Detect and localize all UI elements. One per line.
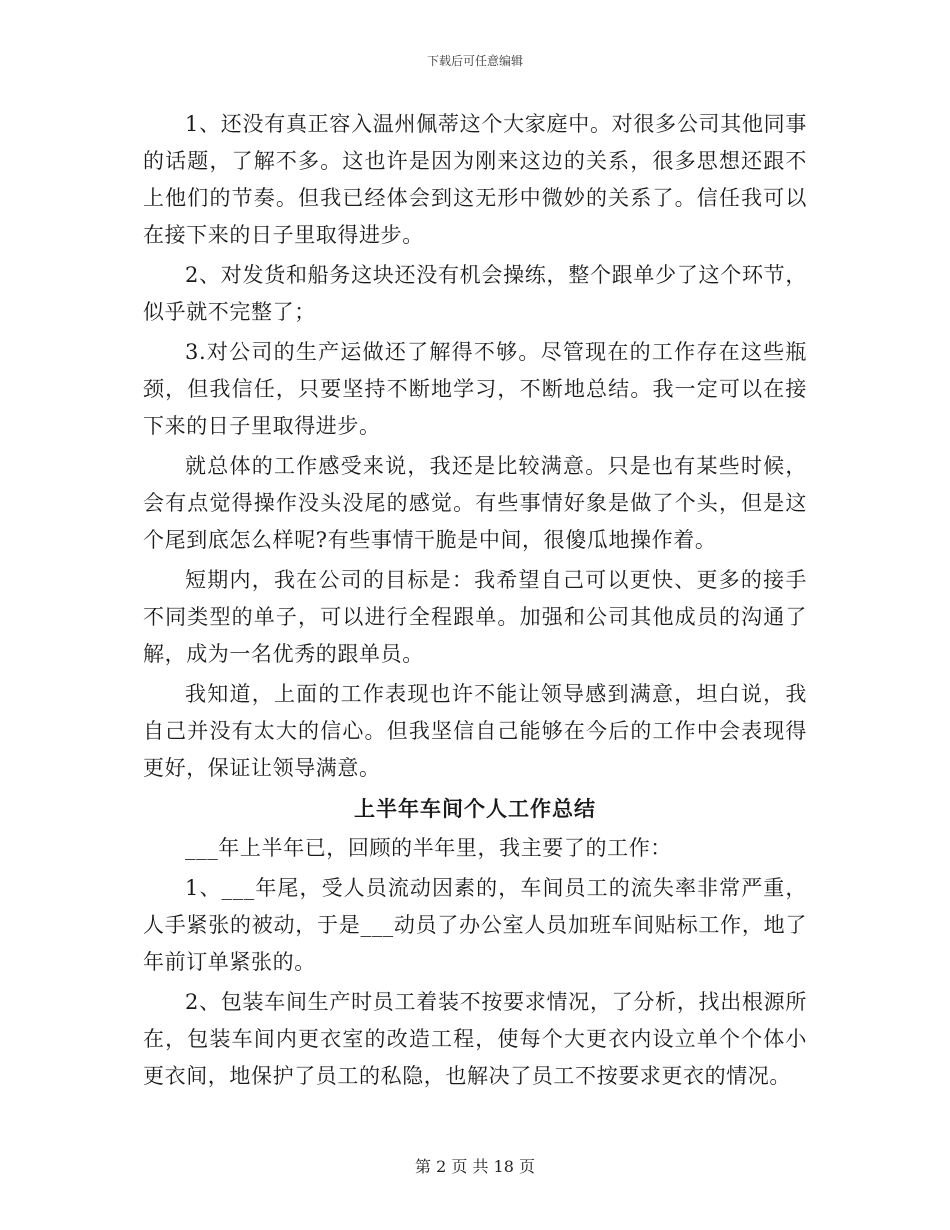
paragraph: 我知道，上面的工作表现也许不能让领导感到满意，坦白说，我自己并没有太大的信心。但我坚信自己能够在今后的工作中会表现得更好，保证让领导满意。 — [143, 682, 807, 780]
paragraph: ___年上半年已，回顾的半年里，我主要了的工作： — [185, 836, 672, 860]
page-header-note: 下载后可任意编辑 — [426, 54, 523, 68]
paragraph: 1、还没有真正容入温州佩蒂这个大家庭中。对很多公司其他同事的话题，了解不多。这也许是因为刚来这边的关系，很多思想还跟不上他们的节奏。但我已经体会到这无形中微妙的关系了。信任我可以在接下来的日子里取得进步。 — [143, 112, 807, 247]
document-body — [143, 106, 807, 1098]
paragraph: 3.对公司的生产运做还了解得不够。尽管现在的工作存在这些瓶颈，但我信任，只要坚持不断地学习，不断地总结。我一定可以在接下来的日子里取得进步。 — [143, 340, 807, 438]
paragraph: 就总体的工作感受来说，我还是比较满意。只是也有某些时候，会有点觉得操作没头没尾的感觉。有些事情好象是做了个头，但是这个尾到底怎么样呢?有些事情干脆是中间，很傻瓜地操作着。 — [143, 454, 807, 552]
paragraph: 短期内，我在公司的目标是：我希望自己可以更快、更多的接手不同类型的单子，可以进行全程跟单。加强和公司其他成员的沟通了解，成为一名优秀的跟单员。 — [143, 568, 807, 666]
section-title: 上半年车间个人工作总结 — [354, 796, 596, 821]
paragraph: 1、___年尾，受人员流动因素的，车间员工的流失率非常严重，人手紧张的被动，于是___动员了办公室人员加班车间贴标工作，地了年前订单紧张的。 — [143, 876, 807, 974]
paragraph: 2、包装车间生产时员工着装不按要求情况，了分析，找出根源所在，包装车间内更衣室的改造工程，使每个大更衣内设立单个个体小更衣间，地保护了员工的私隐，也解决了员工不按要求更衣的情况。 — [143, 990, 807, 1088]
page-indicator: 第 2 页 共 18 页 — [415, 1157, 535, 1176]
paragraph: 2、对发货和船务这块还没有机会操练，整个跟单少了这个环节，似乎就不完整了； — [143, 263, 807, 324]
